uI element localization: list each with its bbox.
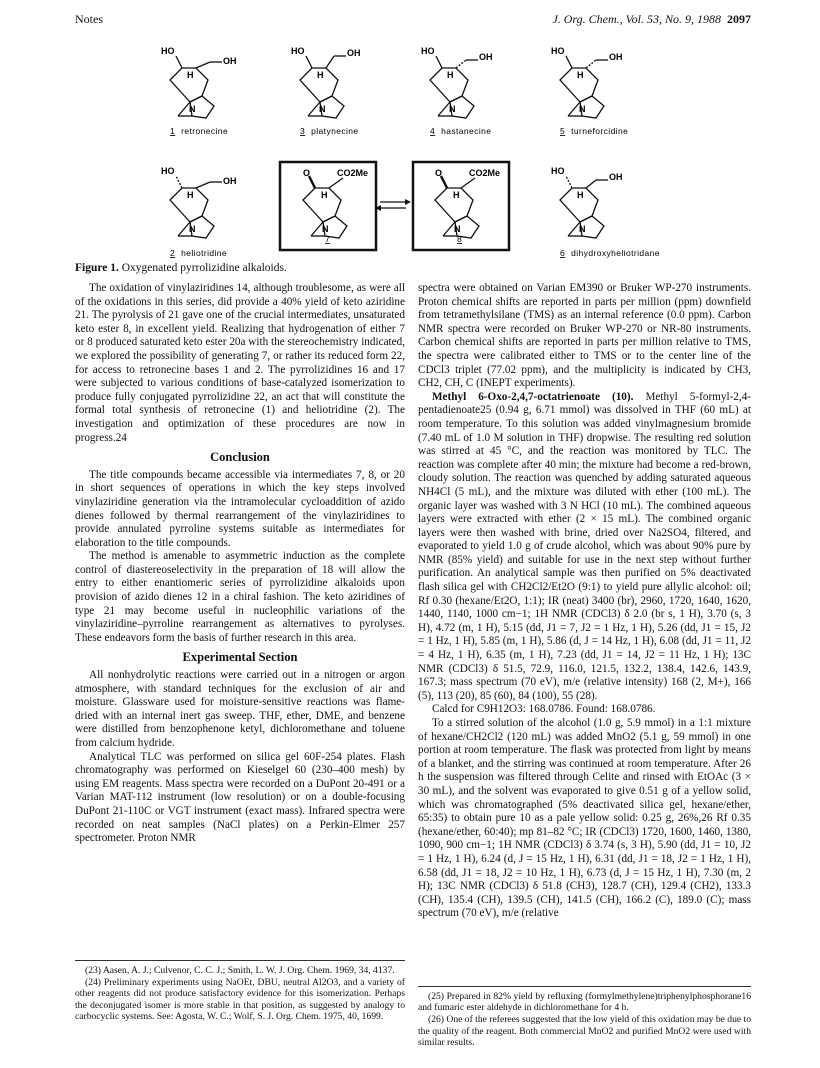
atom-o: O [435, 168, 443, 178]
atom-oh: OH [223, 176, 237, 186]
paragraph: All nonhydrolytic reactions were carried out in a nitrogen or argon atmosphere, with standard techniques for the exclusion of air and moisture. Glassware used for moisture-sensitive reactions was flame-dried with an internal inert gas sweep. THF, ether, DME, and benzene were distilled from benzophenone ketyl, dichloromethane and toluene from calcium hydride. [75, 669, 405, 749]
compound-label: 4 hastanecine [430, 126, 492, 136]
atom-ho: HO [291, 46, 305, 56]
compound-label: 1 retronecine [170, 126, 229, 136]
structure-2 [170, 176, 222, 238]
paragraph: Calcd for C9H12O3: 168.0786. Found: 168.0786. [432, 703, 656, 716]
atom-h: H [447, 70, 454, 80]
section-heading: Conclusion [210, 450, 270, 465]
atom-o: O [303, 168, 311, 178]
paragraph: spectra were obtained on Varian EM390 or Bruker WP-270 instruments. Proton chemical shifts are reported in parts per million (ppm) downfield from tetramethylsilane (TMS) as an internal reference (0.0 ppm). Carbon NMR spectra were recorded on Bruker WP-270 or NR-80 instruments. Carbon chemical shifts are reported in parts per million relative to TMS, the spectra were calibrated either to TMS or to the center line of the CDCl3 triplet (77.02 ppm), and the multiplicity is indicated by CH3, CH2, CH, C (INEPT experiments). [418, 282, 751, 390]
journal-citation: J. Org. Chem., Vol. 53, No. 9, 1988 2097 [552, 12, 751, 26]
atom-h: H [187, 190, 194, 200]
left-column [75, 282, 405, 846]
atom-co2me: CO2Me [469, 168, 501, 178]
atom-oh: OH [609, 52, 623, 62]
atom-ho: HO [161, 46, 175, 56]
atom-oh: OH [223, 56, 237, 66]
atom-ho: HO [161, 166, 175, 176]
procedure-title: Methyl 6-Oxo-2,4,7-octatrienoate (10). [432, 390, 634, 403]
atom-n: N [454, 224, 461, 234]
atom-n: N [322, 224, 329, 234]
atom-h: H [187, 70, 194, 80]
atom-oh: OH [609, 172, 623, 182]
compound-label: 7 [325, 234, 331, 244]
atom-ho: HO [551, 166, 565, 176]
compound-label: 3 platynecine [300, 126, 359, 136]
footnote: (25) Prepared in 82% yield by refluxing (formylmethylene)triphenylphosphorane16 and fumaric ester aldehyde in dichloromethane for 4 h. [418, 991, 751, 1014]
atom-n: N [189, 104, 196, 114]
figure-1 [75, 34, 751, 278]
figure-caption: Figure 1. Oxygenated pyrrolizidine alkaloids. [75, 262, 287, 274]
atom-n: N [579, 224, 586, 234]
atom-h: H [317, 70, 324, 80]
page-number: 2097 [727, 12, 751, 26]
compound-label: 5 turneforcidine [560, 126, 629, 136]
structures-svg [75, 34, 751, 264]
atom-h: H [577, 70, 584, 80]
paragraph: Analytical TLC was performed on silica gel 60F-254 plates. Flash chromatography was performed on Kieselgel 60 (230–400 mesh) by using EM reagents. Mass spectra were recorded on a DuPont 20-491 or a Varian MAT-112 instrument (low resolution) or on a double-focusing DuPont 21-110C or VGT instrument (exact mass). Infrared spectra were recorded on neat samples (NaCl plates) on a Perkin-Elmer 257 spectrometer. Proton NMR [75, 750, 405, 845]
atom-n: N [189, 224, 196, 234]
footnotes-left [75, 960, 405, 1023]
atom-ho: HO [421, 46, 435, 56]
paragraph: The method is amenable to asymmetric induction as the complete control of diastereoselectivity in the preparation of 18 will allow the entry to either enantiomeric series of pyrrolizidine alkaloids upon provision of azido dienes 12 in a chiral fashion. The keto aziridines of type 21 may become useful in nucleophilic variations of the vinylaziridine–pyrroline rearrangement as alternatives to pyrolyses. These endeavors form the basis of further research in this area. [75, 550, 405, 644]
paragraph: To a stirred solution of the alcohol (1.0 g, 5.9 mmol) in a 1:1 mixture of hexane/CH2Cl2 (120 mL) was added MnO2 (5.1 g, 59 mmol) in one portion at room temperature. The flask was protected from light by means of a blanket, and the stirring was continued at room temperature. After 26 h the suspension was filtered through Celite and rinsed with EtOAc (3 × 30 mL), and the solvent was evaporated to give 0.51 g of a yellow solid, which was chromatographed (5% deactivated silica gel, hexane/ether, 65:35) to obtain pure 10 as a pale yellow solid: 0.25 g, 26%,26 Rf 0.35 (hexane/ether, 60:40); mp 81–82 °C; IR (CDCl3) 1720, 1600, 1460, 1380, 1090, 900 cm−1; 1H NMR (CDCl3) δ 3.74 (s, 3 H), 5.90 (dd, J1 = 10, J2 = 1 Hz, 1 H), 6.24 (d, J = 15 Hz, 1 H), 6.31 (dd, J1 = 18, J2 = 1 Hz, 1 H), 6.58 (dd, J1 = 18, J2 = 10 Hz, 1 H), 6.73 (d, J = 15 Hz, 1 H), 7.30 (m, 2 H); 13C NMR (CDCl3) δ 51.8 (CH3), 128.7 (CH), 129.4 (CH2), 133.3 (CH), 135.4 (CH), 139.5 (CH), 141.5 (CH), 166.2 (C), 189.0 (C); mass spectrum (70 eV), m/e (relative [418, 717, 751, 920]
structure-1 [170, 56, 222, 118]
compound-label: 8 [457, 234, 463, 244]
atom-h: H [321, 190, 328, 200]
footnote: (24) Preliminary experiments using NaOEt, DBU, neutral Al2O3, and a variety of other reagents did not produce satisfactory evidence for this isomerization. Perhaps the deconjugated isomer is more stable in that position, as suggested by analogy to carbocyclic systems. See: Agosta, W. C.; Wolf, S. J. Org. Chem. 1975, 40, 1699. [75, 977, 405, 1022]
atom-oh: OH [479, 52, 493, 62]
atom-h: H [453, 190, 460, 200]
footnote: (26) One of the referees suggested that the low yield of this oxidation may be due to the quality of the reagent. Both commercial MnO2 and purified MnO2 were used with similar results. [418, 1014, 751, 1048]
paragraph: The title compounds became accessible via intermediates 7, 8, or 20 in short sequences of operations in which the key steps involved vinylaziridine generation via the intramolecular cycloaddition of azido dienes followed by thermal rearrangement of the vinylaziridines to provide annulated pyrroline systems suitable as intermediates for elaboration to the title compounds. [75, 468, 405, 549]
atom-h: H [577, 190, 584, 200]
atom-ho: HO [551, 46, 565, 56]
atom-oh: OH [347, 48, 361, 58]
atom-n: N [319, 104, 326, 114]
paragraph: Methyl 6-Oxo-2,4,7-octatrienoate (10). Methyl 5-formyl-2,4-pentadienoate25 (0.94 g, 6.71 mmol) was dissolved in THF (60 mL) at room temperature. To this solution was added vinylmagnesium bromide (7.40 mL of 1.0 M solution in THF) dropwise. The resulting red solution was stirred at 45 °C, and the reaction was monitored by TLC. The reaction was complete after 40 min; the mixture had become a red-brown, cloudy solution. The reaction was quenched by adding saturated aqueous NH4Cl (5 mL), and the mixture was diluted with ether (100 mL). The organic layer was washed with 3 N HCl (10 mL). The combined aqueous layers were extracted with ether (2 × 15 mL). The combined organic layers were then washed with brine, dried over Na2SO4, filtered, and evaporated to yield 1.0 g of crude alcohol, which was about 90% pure by NMR (85% yield) and suitable for use in the next step without further purification. An analytical sample was then purified on 5% deactivated flash silica gel with CH2Cl2/Et2O (9:1) to yield pure allylic alcohol: oil; Rf 0.30 (hexane/Et2O, 1:1); IR (neat) 3400 (br), 2960, 1720, 1640, 1620, 1440, 1140, 1000 cm−1; 1H NMR (CDCl3) δ 2.0 (br s, 1 H), 3.70 (s, 3 H), 4.72 (m, 1 H), 5.15 (dd, J1 = 7, J2 = 1 Hz, 1 H), 5.26 (dd, J1 = 15, J2 = 1 Hz, 1 H), 5.85 (m, 1 H), 5.86 (d, J = 14 Hz, 1 H), 6.08 (dd, J1 = 11, J2 = 4 Hz, 1 H), 6.35 (m, 1 H), 7.23 (dd, J1 = 14, J2 = 11 Hz, 1 H); 13C NMR (CDCl3) δ 51.5, 72.9, 116.0, 121.5, 132.2, 138.4, 142.6, 143.9, 167.3; mass spectrum (70 eV), m/e (relative intensity) 168 (2, M+), 166 (5), 113 (20), 85 (60), 84 (100), 55 (28). [418, 390, 752, 702]
equilibrium-arrows [375, 199, 411, 211]
compound-label: 2 heliotridine [170, 248, 228, 258]
compound-label: 6 dihydroxyheliotridane [560, 248, 660, 258]
section-heading: Experimental Section [182, 650, 298, 665]
atom-n: N [449, 104, 456, 114]
right-column [418, 282, 751, 921]
atom-n: N [579, 104, 586, 114]
paragraph: The oxidation of vinylaziridines 14, although troublesome, as were all of the oxidations in this series, did provide a 40% yield of keto aziridine 21. The pyrolysis of 21 gave one of the crucial intermediates, unsaturated keto ester 8, in excellent yield. Realizing that hydrogenation of either 7 or 8 produced saturated keto ester 20a with the stereochemistry indicated, we explored the possibility of generating 7, or rather its reduced form 22, for access to retronecine bases 1 and 2. The pyrrolizidines 16 and 17 were subjected to various conditions of base-catalyzed isomerization to produce fully conjugated pyrrolizidine 22, an act that will constitute the formal total synthesis of retronecine (1) and heliotridine (2). The investigation and optimization of these procedures are now in progress.24 [75, 282, 405, 444]
footnotes-right [418, 986, 751, 1049]
atom-co2me: CO2Me [337, 168, 369, 178]
footnote: (23) Aasen, A. J.; Culvenor, C. C. J.; Smith, L. W. J. Org. Chem. 1969, 34, 4137. [85, 965, 395, 976]
section-label: Notes [75, 12, 103, 26]
page-header [75, 12, 751, 28]
